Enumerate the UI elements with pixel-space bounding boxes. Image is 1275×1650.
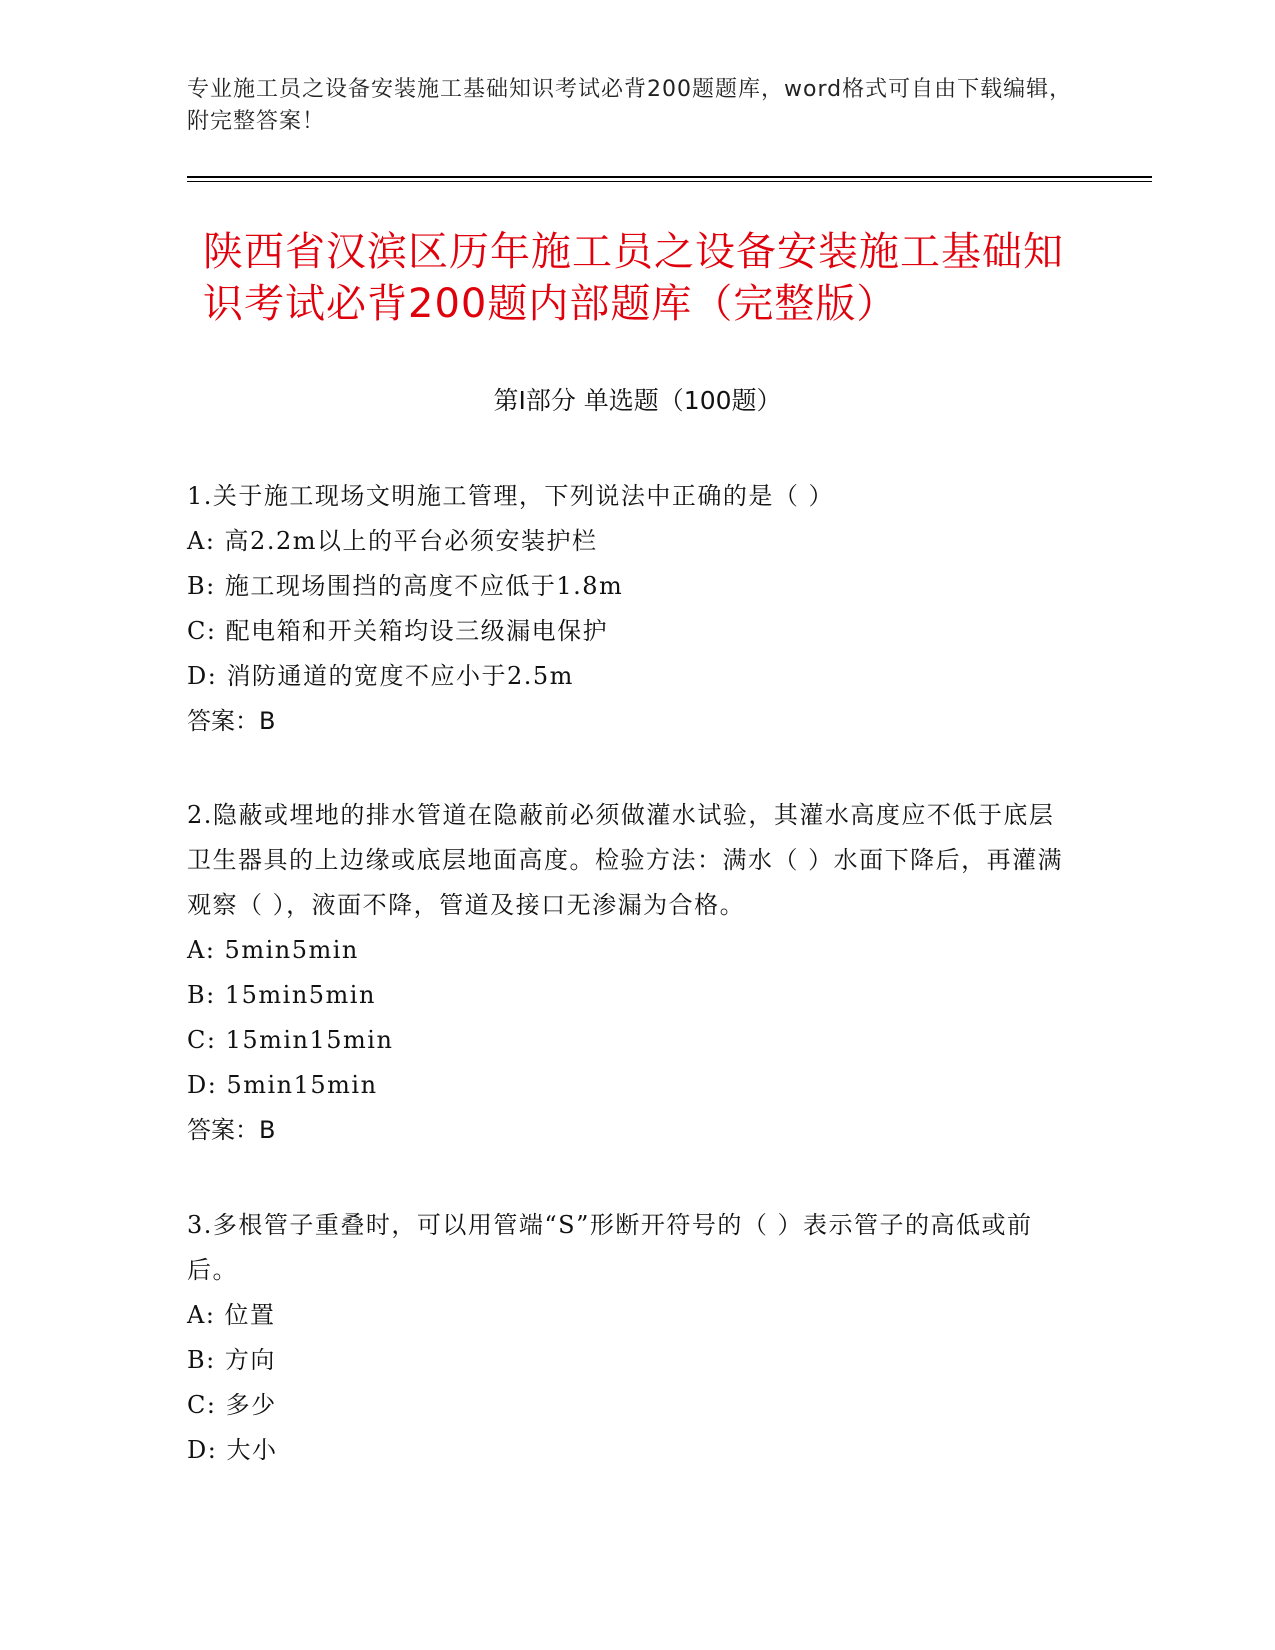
option-a: A: 高2.2m以上的平台必须安装护栏	[187, 527, 598, 555]
option-d: D: 5min15min	[187, 1071, 378, 1099]
answer: 答案：B	[187, 707, 276, 735]
option-c: C: 配电箱和开关箱均设三级漏电保护	[187, 617, 609, 645]
option-a: A: 5min5min	[187, 936, 359, 964]
option-c: C: 15min15min	[187, 1026, 394, 1054]
header-divider-thick	[187, 176, 1152, 178]
question-1	[187, 474, 1067, 744]
question-stem: 1.关于施工现场文明施工管理，下列说法中正确的是（ ）	[187, 482, 835, 510]
option-b: B: 方向	[187, 1346, 276, 1374]
header-note: 专业施工员之设备安装施工基础知识考试必背200题题库，word格式可自由下载编辑，附完整答案！	[187, 77, 1073, 134]
option-a: A: 位置	[187, 1301, 276, 1329]
option-b: B: 施工现场围挡的高度不应低于1.8m	[187, 572, 624, 600]
question-stem: 3.多根管子重叠时，可以用管端“S”形断开符号的（ ）表示管子的高低或前后。	[187, 1211, 1033, 1284]
answer: 答案：B	[187, 1116, 276, 1144]
section-title: 第I部分 单选题（100题）	[493, 386, 782, 415]
question-2	[187, 793, 1067, 1153]
question-3	[187, 1203, 1067, 1473]
header-divider-thin	[187, 181, 1152, 182]
question-stem: 2.隐蔽或埋地的排水管道在隐蔽前必须做灌水试验，其灌水高度应不低于底层卫生器具的上边缘或底层地面高度。检验方法：满水（ ）水面下降后，再灌满观察（ ），液面不降，管道及接口无渗漏为合格。	[187, 801, 1064, 919]
option-c: C: 多少	[187, 1391, 277, 1419]
option-d: D: 消防通道的宽度不应小于2.5m	[187, 662, 574, 690]
document-title: 陕西省汉滨区历年施工员之设备安装施工基础知识考试必背200题内部题库（完整版）	[203, 229, 1064, 327]
option-b: B: 15min5min	[187, 981, 376, 1009]
option-d: D: 大小	[187, 1436, 278, 1464]
